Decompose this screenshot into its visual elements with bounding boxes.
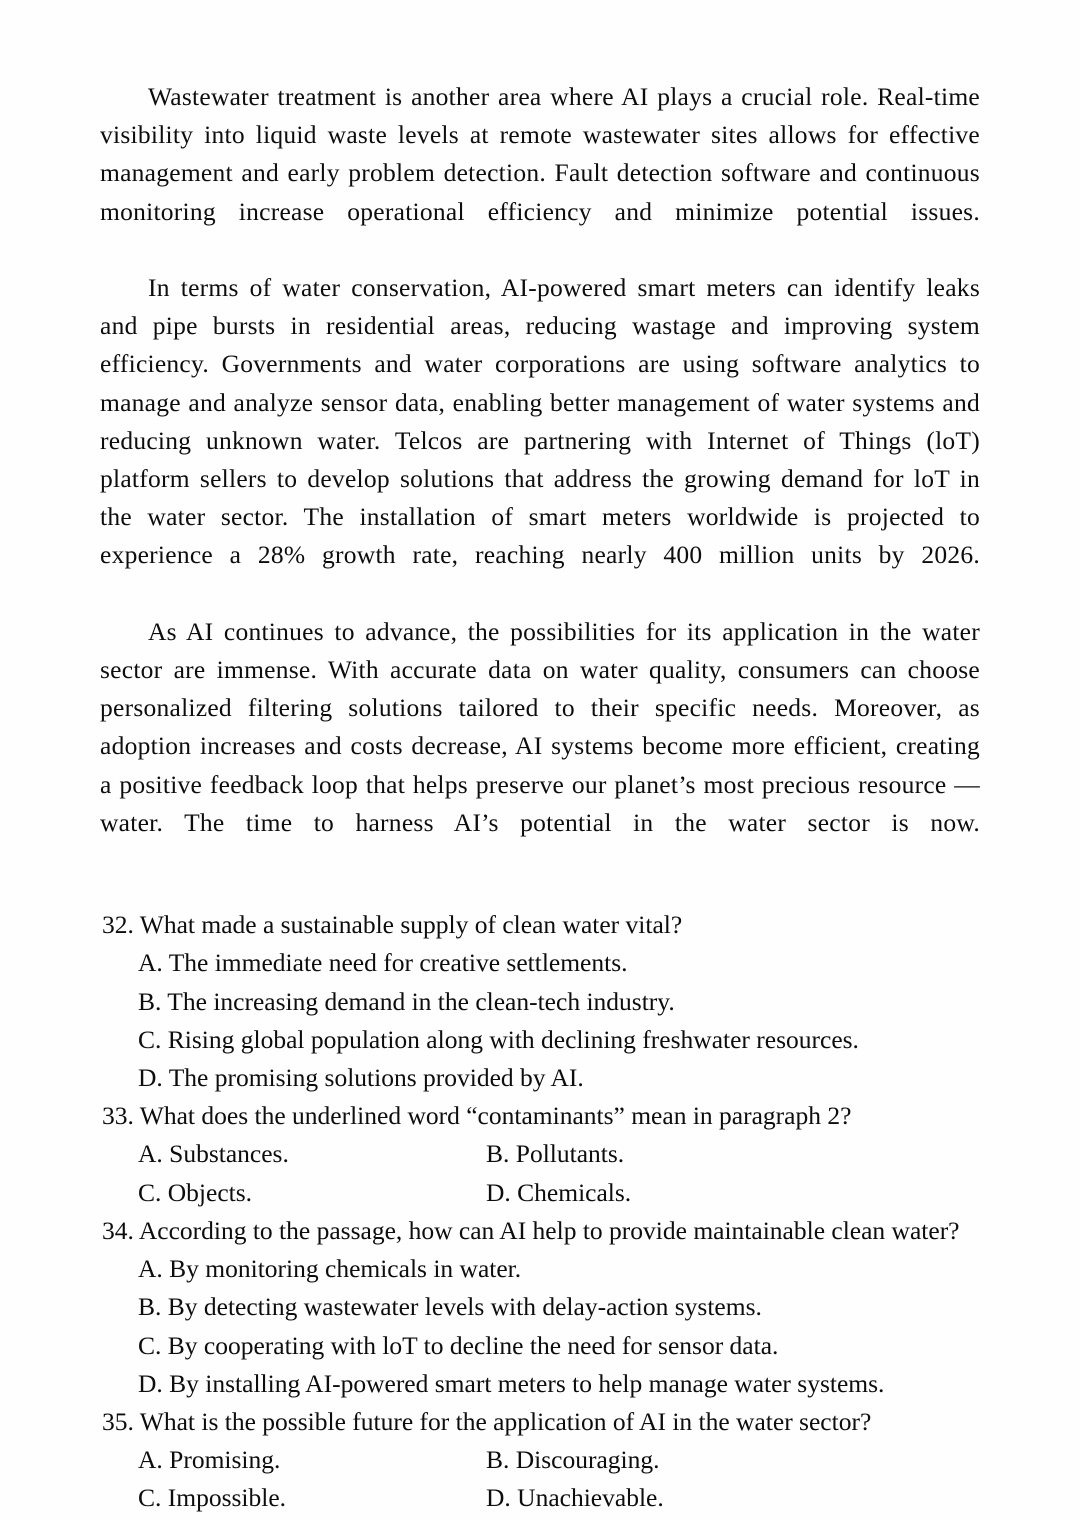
option-b[interactable]: B. Pollutants. — [486, 1139, 625, 1169]
option-b[interactable]: B. The increasing demand in the clean-tech industry. — [138, 986, 675, 1016]
option-b[interactable]: B. By detecting wastewater levels with delay-action systems. — [138, 1292, 762, 1322]
question-35-stem — [100, 1403, 980, 1441]
option-d[interactable]: D. Chemicals. — [486, 1177, 632, 1207]
reading-passage — [100, 78, 980, 880]
passage-paragraph-3: As AI continues to advance, the possibilities for its application in the water sector are immense. With accurate data on water quality, consumers can choose personalized filtering solutions tailored to their specific needs. Moreover, as adoption increases and costs decrease, AI systems become more efficient, creating a positive feedback loop that helps preserve our planet’s most precious resource — water. The time to harness AI’s potential in the water sector is now. — [100, 616, 980, 837]
option-a[interactable]: A. By monitoring chemicals in water. — [138, 1254, 522, 1284]
question-32-stem — [100, 906, 980, 944]
option-a[interactable]: A. Promising. — [138, 1445, 281, 1475]
questions-list — [100, 906, 980, 1517]
question-34-stem — [100, 1212, 980, 1250]
question-33-options-row-2 — [100, 1174, 980, 1212]
question-32 — [100, 906, 980, 1097]
option-c[interactable]: C. Objects. — [138, 1177, 253, 1207]
question-32-options — [100, 944, 980, 1097]
question-33-options — [100, 1135, 980, 1211]
question-32-text: What made a sustainable supply of clean water vital? — [139, 910, 683, 940]
question-35-text: What is the possible future for the application of AI in the water sector? — [139, 1406, 872, 1436]
option-d[interactable]: D. By installing AI-powered smart meters to help manage water systems. — [138, 1368, 885, 1398]
passage-paragraph-2: In terms of water conservation, AI-powered smart meters can identify leaks and pipe bursts in residential areas, reducing wastage and improving system efficiency. Governments and water corporations are using software analytics to manage and analyze sensor data, enabling better management of water systems and reducing unknown water. Telcos are partnering with Internet of Things (loT) platform sellers to develop solutions that address the growing demand for loT in the water sector. The installation of smart meters worldwide is projected to experience a 28% growth rate, reaching nearly 400 million units by 2026. — [100, 273, 980, 570]
option-c[interactable]: C. Impossible. — [138, 1483, 287, 1513]
question-33-text: What does the underlined word “contaminants” mean in paragraph 2? — [139, 1101, 852, 1131]
question-35-options-row-2 — [100, 1479, 980, 1517]
option-a[interactable]: A. The immediate need for creative settlements. — [138, 948, 628, 978]
question-34-number: 34. — [102, 1215, 139, 1245]
question-34-text: According to the passage, how can AI help to provide maintainable clean water? — [138, 1215, 960, 1245]
passage-paragraph-1: Wastewater treatment is another area where AI plays a crucial role. Real-time visibility into liquid waste levels at remote wastewater sites allows for effective management and early problem detection. Fault detection software and continuous monitoring increase operational efficiency and minimize potential issues. — [100, 82, 980, 226]
option-a[interactable]: A. Substances. — [138, 1139, 289, 1169]
question-34-options — [100, 1250, 980, 1403]
option-d[interactable]: D. Unachievable. — [486, 1483, 664, 1513]
option-c[interactable]: C. By cooperating with loT to decline the need for sensor data. — [138, 1330, 779, 1360]
question-33-stem — [100, 1097, 980, 1135]
question-35-options-row-1 — [100, 1441, 980, 1479]
question-33-options-row-1 — [100, 1135, 980, 1173]
question-34 — [100, 1212, 980, 1403]
question-33-number: 33. — [102, 1101, 140, 1131]
option-d[interactable]: D. The promising solutions provided by AI. — [138, 1063, 584, 1093]
page-content — [100, 78, 980, 1518]
question-32-number: 32. — [102, 910, 140, 940]
option-b[interactable]: B. Discouraging. — [486, 1445, 660, 1475]
question-35-options — [100, 1441, 980, 1517]
option-c[interactable]: C. Rising global population along with declining freshwater resources. — [138, 1024, 859, 1054]
question-33 — [100, 1097, 980, 1212]
question-35-number: 35. — [102, 1406, 140, 1436]
question-35 — [100, 1403, 980, 1518]
